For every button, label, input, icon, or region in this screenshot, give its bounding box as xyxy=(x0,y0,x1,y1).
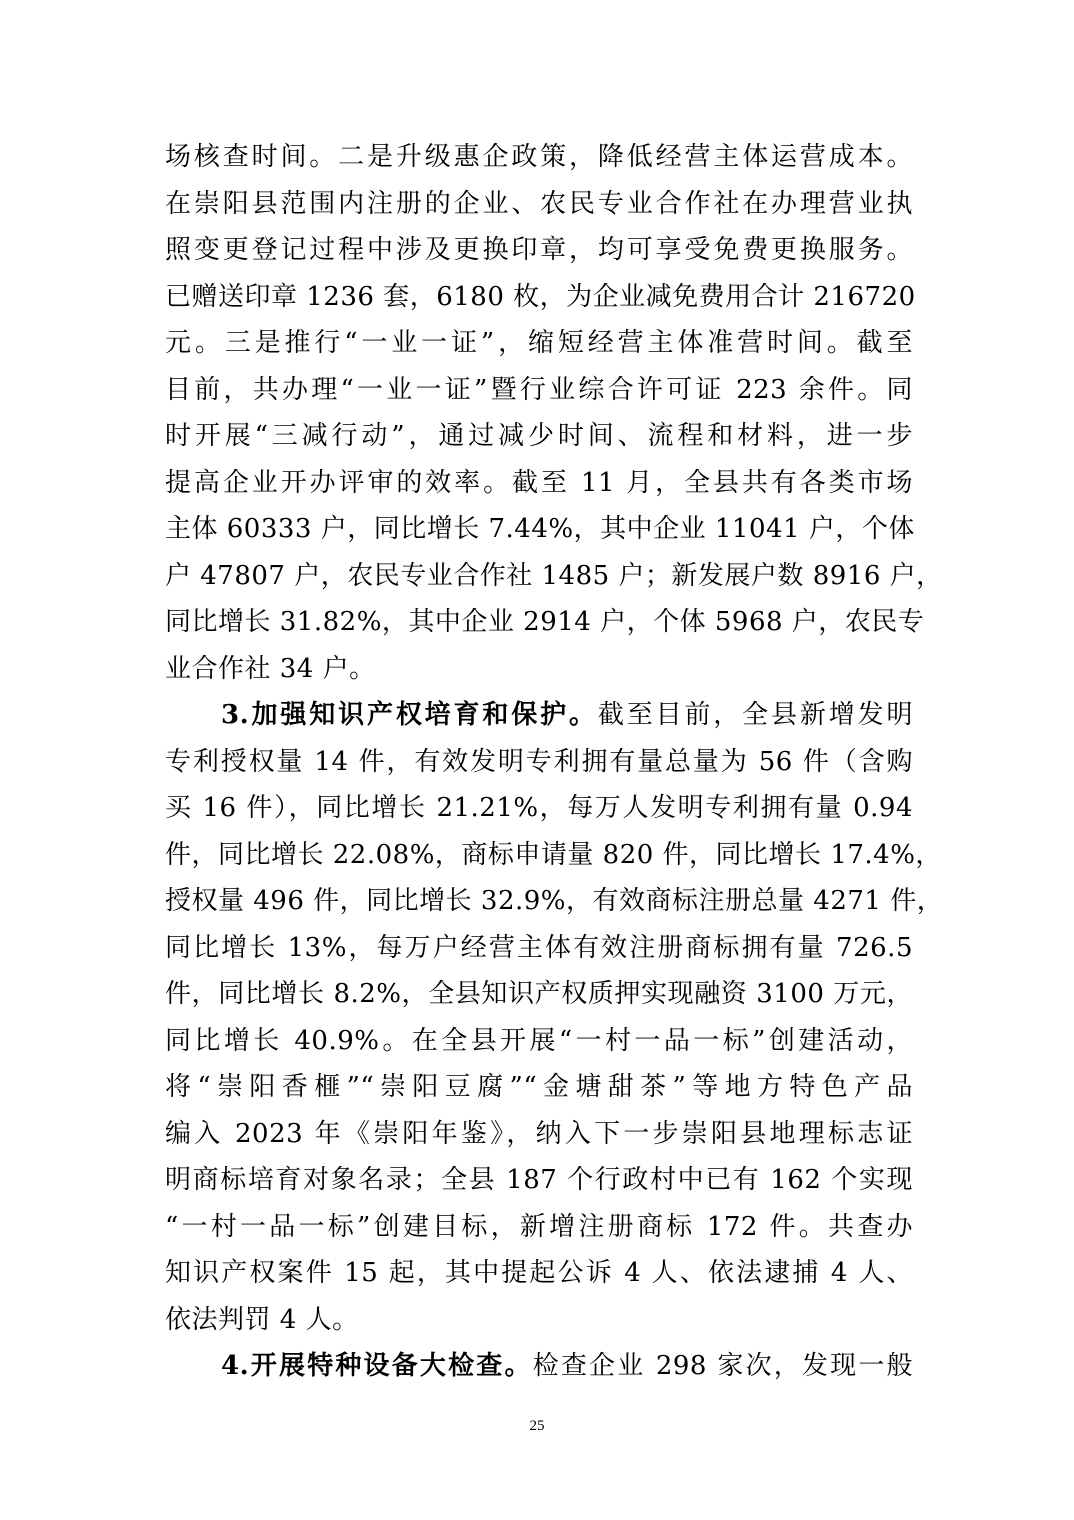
section-3-line: 专利授权量 14 件，有效发明专利拥有量总量为 56 件（含购 xyxy=(165,746,913,777)
page-number: 25 xyxy=(529,1418,545,1434)
body-line: 已赠送印章 1236 套，6180 枚，为企业减免费用合计 216720 xyxy=(165,281,916,312)
section-4-heading: 4.开展特种设备大检查。 xyxy=(221,1351,533,1381)
body-line: 户 47807 户，农民专业合作社 1485 户；新发展户数 8916 户， xyxy=(165,560,943,591)
section-3-line: “一村一品一标”创建目标，新增注册商标 172 件。共查办 xyxy=(165,1211,913,1242)
section-3-first-line-text: 截至目前，全县新增发明 xyxy=(597,700,913,730)
section-3-line: 件，同比增长 8.2%，全县知识产权质押实现融资 3100 万元， xyxy=(165,979,913,1009)
section-3-line: 依法判罚 4 人。 xyxy=(165,1304,359,1335)
body-line: 元。三是推行“一业一证”，缩短经营主体准营时间。截至 xyxy=(165,328,913,358)
section-3-line: 将“崇阳香榧”“崇阳豆腐”“金塘甜茶”等地方特色产品 xyxy=(165,1072,913,1102)
body-line: 时开展“三减行动”，通过减少时间、流程和材料，进一步 xyxy=(165,421,913,451)
body-line: 业合作社 34 户。 xyxy=(165,653,376,684)
section-3-line: 买 16 件），同比增长 21.21%，每万人发明专利拥有量 0.94 xyxy=(165,793,913,823)
body-line: 场核查时间。二是升级惠企政策，降低经营主体运营成本。 xyxy=(165,142,913,172)
body-line: 照变更登记过程中涉及更换印章，均可享受免费更换服务。 xyxy=(165,235,913,265)
section-3-first-line xyxy=(165,692,913,739)
section-4-first-line xyxy=(165,1343,913,1390)
section-3-line: 件，同比增长 22.08%，商标申请量 820 件，同比增长 17.4%， xyxy=(165,839,942,870)
section-3-line: 授权量 496 件，同比增长 32.9%，有效商标注册总量 4271 件， xyxy=(165,886,944,916)
section-3-heading: 3.加强知识产权培育和保护。 xyxy=(221,700,598,730)
section-4-first-line-text: 检查企业 298 家次，发现一般 xyxy=(532,1351,913,1381)
body-line: 提高企业开办评审的效率。截至 11 月，全县共有各类市场 xyxy=(165,467,913,498)
document-body xyxy=(165,134,944,1390)
body-line: 同比增长 31.82%，其中企业 2914 户，个体 5968 户，农民专 xyxy=(165,607,925,637)
body-line: 在崇阳县范围内注册的企业、农民专业合作社在办理营业执 xyxy=(165,188,913,219)
section-3-line: 同比增长 13%，每万户经营主体有效注册商标拥有量 726.5 xyxy=(165,932,913,963)
body-line: 目前，共办理“一业一证”暨行业综合许可证 223 余件。同 xyxy=(165,374,913,405)
body-line: 主体 60333 户，同比增长 7.44%，其中企业 11041 户，个体 xyxy=(165,514,915,544)
section-3-line: 同比增长 40.9%。在全县开展“一村一品一标”创建活动， xyxy=(165,1025,913,1056)
section-3-line: 知识产权案件 15 起，其中提起公诉 4 人、依法逮捕 4 人、 xyxy=(165,1258,913,1288)
section-3-line: 明商标培育对象名录；全县 187 个行政村中已有 162 个实现 xyxy=(165,1165,913,1195)
section-3-line: 编入 2023 年《崇阳年鉴》，纳入下一步崇阳县地理标志证 xyxy=(165,1118,913,1149)
